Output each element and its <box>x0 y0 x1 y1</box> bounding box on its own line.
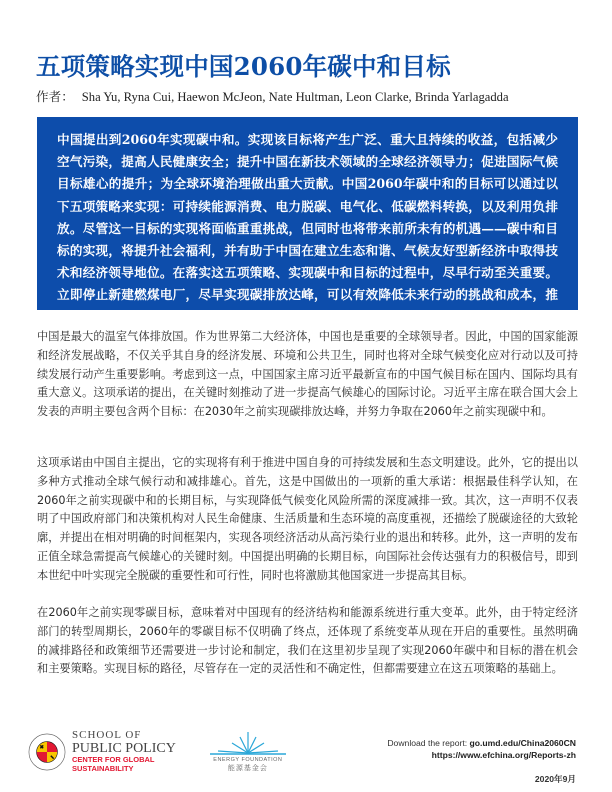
footer-logos <box>28 730 288 773</box>
publication-date: 2020年9月 <box>534 774 576 784</box>
download-label: Download the report: <box>387 738 468 748</box>
summary-box <box>37 117 578 325</box>
authors-label: 作者： <box>36 90 74 104</box>
efchina-link[interactable]: https://www.efchina.org/Reports-zh <box>431 750 576 760</box>
umd-logo <box>28 730 176 773</box>
download-info <box>387 737 576 785</box>
body-paragraph-3: 在2060年之前实现零碳目标，意味着对中国现有的经济结构和能源系统进行重大变革。此外，由于特定经济部门的转型周期长，2060年的零碳目标不仅明确了终点，还体现了系统变革从现在开启的重要性。虽然明确的减排路径和政策细节还需要进一步讨论和制定，我们在这里初步呈现了实现2060年碳中和目标的潜在机会和主要策略。实现目标的路径，尽管存在一定的灵活性和不确定性，但都需要建立在这五项策略的基础上。 <box>37 606 578 676</box>
spp-line2: PUBLIC POLICY <box>72 741 176 756</box>
umd-seal-icon <box>28 733 66 771</box>
ef-name-zh: 能源基金会 <box>227 763 268 772</box>
body-paragraph-1: 中国是最大的温室气体排放国。作为世界第二大经济体，中国也是重要的全球领导者。因此，中国的国家能源和经济发展战略，不仅关乎其自身的经济发展、环境和公共卫生，同时也将对全球气候变化应对行动以及可持续发展行动产生重要影响。考虑到这一点，中国国家主席习近平最新宣布的中国气候目标在国内、国际均具有重大意义。这项承诺的提出，在关键时刻推动了进一步提高气候雄心的国际讨论。习近平主席在联合国大会上发表的声明主要包含两个目标：在2030年之前实现碳排放达峰，并努力争取在2060年之前实现碳中和。 <box>37 330 578 419</box>
authors-names: Sha Yu, Ryna Cui, Haewon McJeon, Nate Hultman, Leon Clarke, Brinda Yarlagadda <box>81 90 509 104</box>
cgs-line2: SUSTAINABILITY <box>72 763 134 773</box>
summary-text: 中国提出到2060年实现碳中和。实现该目标将产生广泛、重大且持续的收益，包括减少空气污染，提高人民健康安全；提升中国在新技术领域的全球经济领导力；促进国际气候目标雄心的提升；为全球环境治理做出重大贡献。中国2060年碳中和的目标可以通过以下五项策略来实现：可持续能源消费、电力脱碳、电气化、低碳燃料转换，以及利用负排放。尽管这一目标的实现将面临重重挑战，但同时也将带来前所未有的机遇——碳中和目标的实现，将提升社会福利，并有助于中国在建立生态和谐、气候友好型新经济中取得技术和经济领导地位。在落实这五项策略、实现碳中和目标的过程中，尽早行动至关重要。立即停止新建燃煤电厂，尽早实现碳排放达峰，可以有效降低未来行动的挑战和成本，推动碳中和目标的实现。 <box>57 132 558 325</box>
school-of-public-policy-wordmark <box>72 730 176 773</box>
spp-line1: SCHOOL OF <box>72 729 142 741</box>
energy-foundation-burst-icon <box>208 731 288 757</box>
body-paragraph-2: 这项承诺由中国自主提出，它的实现将有利于推进中国自身的可持续发展和生态文明建设。此外，它的提出以多种方式推动全球气候行动和减排雄心。首先，这是中国做出的一项新的重大承诺：根据最佳科学认知，在2060年之前实现碳中和的长期目标，与实现降低气候变化风险所需的深度减排一致。其次，这一声明不仅表明了中国政府部门和决策机构对人民生命健康、生活质量和生态环境的高度重视，还描绘了脱碳途径的大致轮廓，并提出在相对明确的时间框架内，实现各项经济活动从高污染行业的退出和转移。此外，这一声明的发布正值全球急需提高气候雄心的关键时刻。中国提出明确的长期目标，向国际社会传达强有力的积极信号，即到本世纪中叶实现完全脱碳的重要性和可行性，同时也将激励其他国家进一步提高其目标。 <box>37 456 578 582</box>
download-link[interactable]: go.umd.edu/China2060CN <box>469 738 576 748</box>
energy-foundation-logo <box>208 731 288 773</box>
cgs-line1: CENTER FOR GLOBAL <box>72 755 155 764</box>
ef-name-en: ENERGY FOUNDATION <box>213 756 283 763</box>
page-title: 五项策略实现中国2060年碳中和目标 <box>36 52 451 81</box>
authors-line <box>36 86 509 105</box>
